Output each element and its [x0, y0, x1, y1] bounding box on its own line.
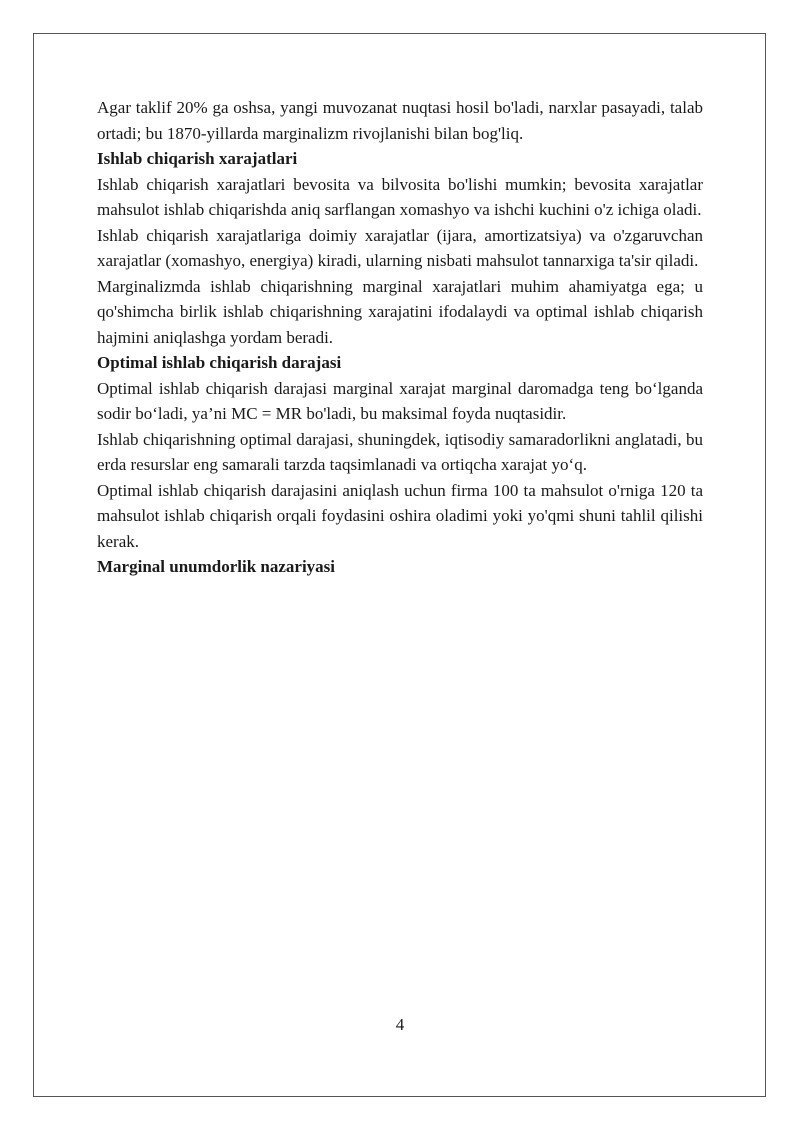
paragraph-firm-analysis: Optimal ishlab chiqarish darajasini aniqlash uchun firma 100 ta mahsulot o'rniga 120 ta mahsulot ishlab chiqarish orqali foydasini oshira oladimi yoki yo'qmi shuni tahlil qilishi kerak. — [97, 480, 703, 551]
paragraph-fixed-variable-costs: Ishlab chiqarish xarajatlariga doimiy xarajatlar (ijara, amortizatsiya) va o'zgaruvchan xarajatlar (xomashyo, energiya) kiradi, ularning nisbati mahsulot tannarxiga ta'sir qiladi. — [97, 225, 703, 270]
paragraph-economic-efficiency: Ishlab chiqarishning optimal darajasi, shuningdek, iqtisodiy samaradorlikni anglatadi, bu erda resurslar eng samarali tarzda taqsimlanadi va ortiqcha xarajat yo‘q. — [97, 429, 703, 474]
document-body — [97, 95, 703, 580]
heading-optimal-production-level: Optimal ishlab chiqarish darajasi — [97, 353, 342, 372]
page-number: 4 — [395, 1015, 405, 1034]
heading-production-costs: Ishlab chiqarish xarajatlari — [97, 149, 298, 168]
paragraph-mc-equals-mr: Optimal ishlab chiqarish darajasi marginal xarajat marginal daromadga teng bo‘lganda sodir bo‘ladi, ya’ni MC = MR bo'ladi, bu maksimal foyda nuqtasidir. — [97, 378, 703, 423]
paragraph-marginal-costs: Marginalizmda ishlab chiqarishning marginal xarajatlari muhim ahamiyatga ega; u qo'shimcha birlik ishlab chiqarishning xarajatini ifodalaydi va optimal ishlab chiqarish hajmini aniqlashga yordam beradi. — [97, 276, 703, 347]
heading-marginal-productivity-theory: Marginal unumdorlik nazariyasi — [97, 557, 336, 576]
paragraph-direct-indirect-costs: Ishlab chiqarish xarajatlari bevosita va bilvosita bo'lishi mumkin; bevosita xarajatlar mahsulot ishlab chiqarishda aniq sarflangan xomashyo va ishchi kuchini o'z ichiga oladi. — [97, 174, 703, 219]
paragraph-supply-increase: Agar taklif 20% ga oshsa, yangi muvozanat nuqtasi hosil bo'ladi, narxlar pasayadi, talab ortadi; bu 1870-yillarda marginalizm rivojlanishi bilan bog'liq. — [97, 98, 703, 143]
